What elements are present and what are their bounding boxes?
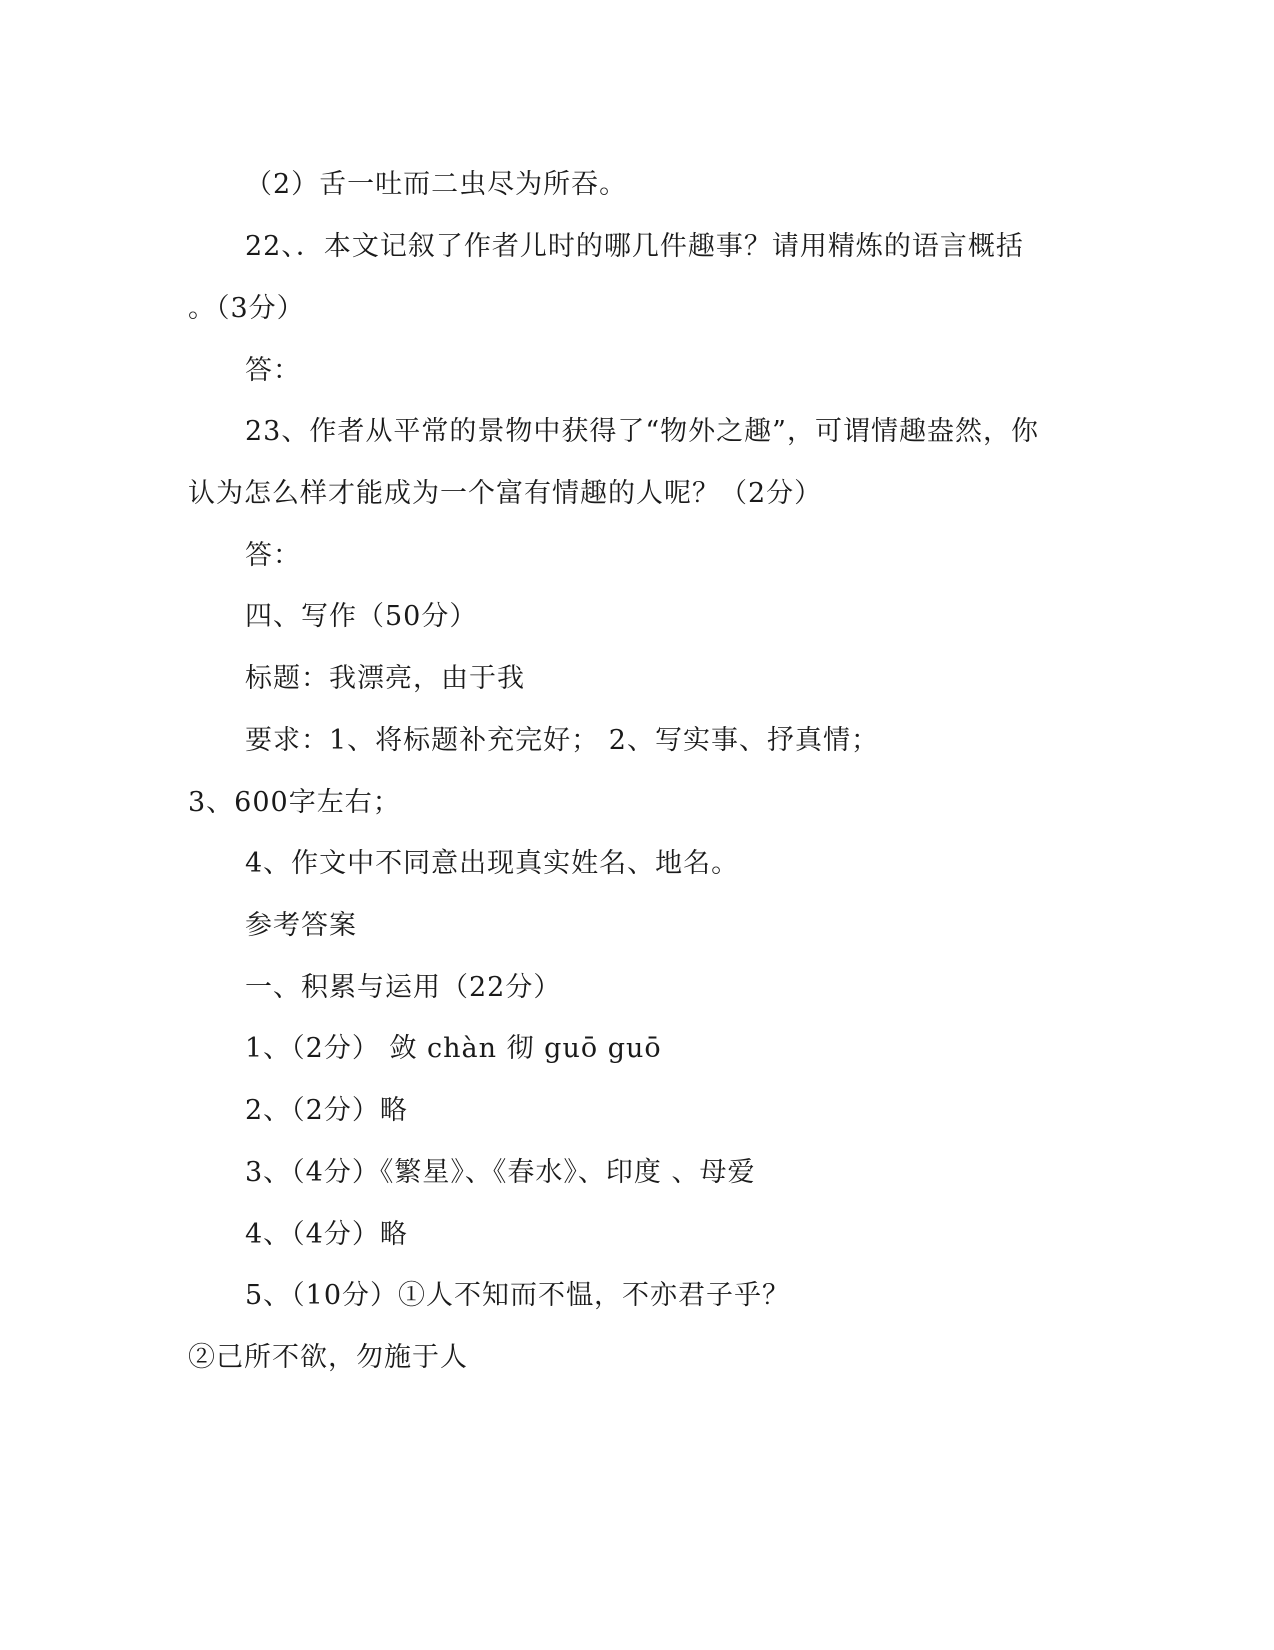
writing-requirements: 要求：1、将标题补充完好； 2、写实事、抒真情；: [245, 725, 879, 756]
section-heading-writing: 四、写作（50分）: [245, 601, 478, 632]
section-heading-accumulation: 一、积累与运用（22分）: [245, 972, 562, 1003]
question-23-text: 23、作者从平常的景物中获得了“物外之趣”，可谓情趣盎然，你: [245, 416, 1039, 447]
answer-key-heading: 参考答案: [245, 910, 357, 941]
writing-requirement-4: 4、作文中不同意出现真实姓名、地名。: [245, 848, 740, 879]
answer-item-3: 3、（4分）《繁星》、《春水》、印度 、母爱: [245, 1157, 756, 1188]
answer-item-5: 5、（10分）①人不知而不愠，不亦君子乎？: [245, 1280, 791, 1311]
question-22-text: 22、．本文记叙了作者儿时的哪几件趣事？请用精炼的语言概括: [245, 231, 1024, 262]
answer-item-1: 1、（2分） 敛 chàn 彻 guō guō: [245, 1033, 662, 1064]
question-21-item-2: （2）舌一吐而二虫尽为所吞。: [245, 169, 628, 200]
writing-requirement-3: 3、600字左右；: [188, 787, 401, 818]
answer-item-5-cont: ②己所不欲，勿施于人: [188, 1342, 468, 1373]
question-22-score: 。（3分）: [188, 293, 305, 324]
answer-label: 答：: [245, 355, 301, 386]
writing-title: 标题：我漂亮，由于我: [245, 663, 525, 694]
answer-label: 答：: [245, 540, 301, 571]
question-23-text-cont: 认为怎么样才能成为一个富有情趣的人呢？（2分）: [188, 478, 823, 509]
answer-item-2: 2、（2分）略: [245, 1095, 408, 1126]
answer-item-4: 4、（4分）略: [245, 1219, 408, 1250]
